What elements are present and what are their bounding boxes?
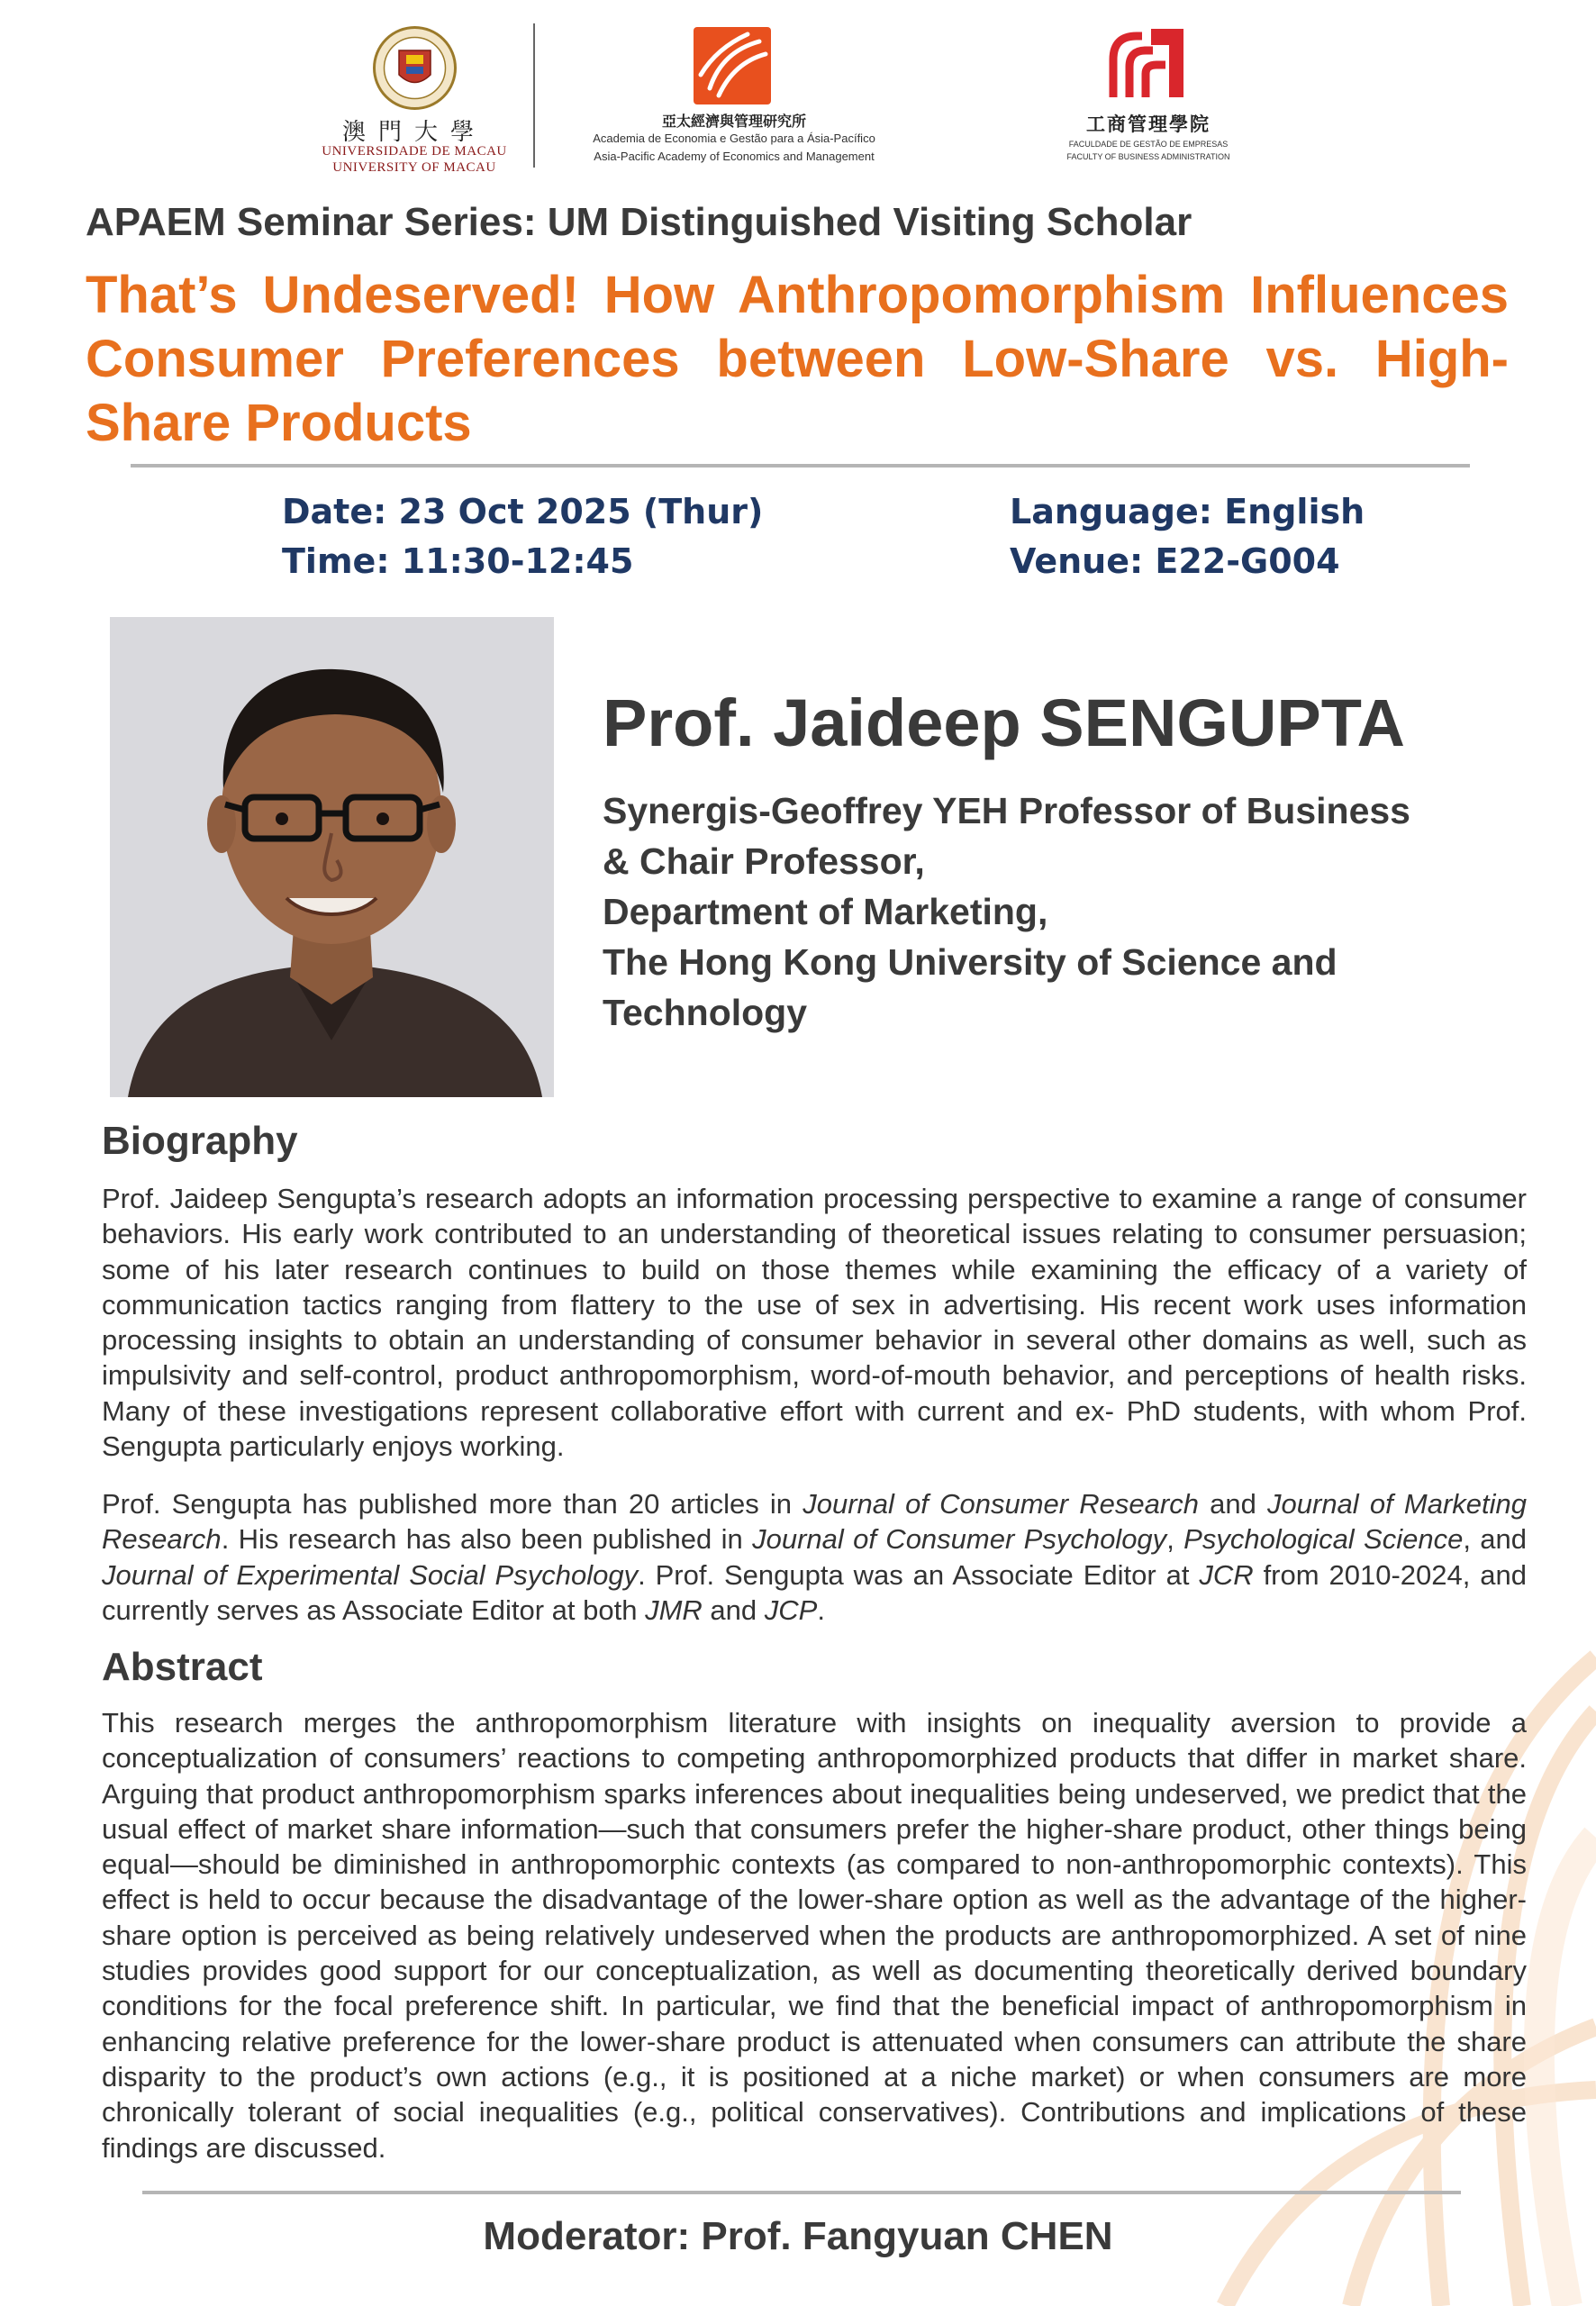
journal-abbrev: JCR [1199, 1558, 1254, 1591]
apaem-english-name: Asia-Pacific Academy of Economics and Management [594, 150, 875, 163]
biography-heading: Biography [102, 1119, 298, 1163]
moderator: Moderator: Prof. Fangyuan CHEN [483, 2214, 1113, 2258]
event-date: Date: 23 Oct 2025 (Thur) [282, 492, 764, 531]
um-portuguese-name: UNIVERSIDADE DE MACAU [322, 144, 507, 159]
event-language: Language: English [1010, 492, 1365, 531]
event-venue: Venue: E22-G004 [1010, 541, 1340, 581]
logo-divider [533, 23, 535, 168]
talk-title: That’s Undeserved! How Anthropomorphism Influences Consumer Preferences between Low-Share vs. High-Share Products [86, 266, 1509, 452]
affiliation-line: Technology [603, 992, 808, 1033]
journal-name: Psychological Science [1183, 1523, 1464, 1556]
affiliation-line: & Chair Professor, [603, 840, 925, 882]
um-chinese-name: 澳門大學 [341, 119, 486, 146]
journal-name: Journal of Consumer Research [803, 1488, 1199, 1520]
journal-name: Journal of Consumer Psychology [752, 1523, 1167, 1556]
um-english-name: UNIVERSITY OF MACAU [332, 160, 496, 175]
affiliation-line: The Hong Kong University of Science and [603, 941, 1338, 983]
speaker-affiliation [603, 785, 1410, 1038]
event-time: Time: 11:30-12:45 [282, 541, 634, 581]
seminar-series-label: APAEM Seminar Series: UM Distinguished Visiting Scholar [86, 200, 1192, 244]
abstract-heading: Abstract [102, 1645, 263, 1689]
fba-chinese-name: 工商管理學院 [1086, 113, 1211, 135]
journal-abbrev: JCP [764, 1593, 818, 1626]
affiliation-line: Synergis-Geoffrey YEH Professor of Business [603, 790, 1410, 831]
abstract-text: This research merges the anthropomorphism literature with insights on inequality aversion to provide a conceptualization of consumers’ reactions to competing anthropomorphized products that differ in market share. Arguing that product anthropomorphism sparks inferences about inequalities being undeserved, we predict that the usual effect of market share information—such that consumers prefer the higher-share product, other things being equal—should be diminished in anthropomorphic contexts (as compared to non-anthropomorphic contexts). This effect is held to occur because the disadvantage of the lower-share option as well as the advantage of the higher-share option is perceived as being relatively undeserved when the products are anthropomorphized. A set of nine studies provides good support for our conceptualization, as well as documenting theoretically derived boundary conditions for the focal preference shift. In particular, we find that the beneficial impact of anthropomorphism in enhancing relative preference for the lower-share product is attenuated when consumers can attribute the share disparity to the product’s own actions (e.g., it is positioned at a niche market) or when consumers are more chronically tolerant of social inequalities (e.g., political conservatives). Contributions and implications of these findings are discussed. [102, 1707, 1527, 2164]
fba-portuguese-name: FACULDADE DE GESTÃO DE EMPRESAS [1068, 140, 1229, 149]
fba-english-name: FACULTY OF BUSINESS ADMINISTRATION [1066, 152, 1230, 161]
biography-paragraph-1: Prof. Jaideep Sengupta’s research adopts an information processing perspective to examine a range of consumer behaviors. His early work contributed to an understanding of theoretical issues relating to consumer persuasion; some of his later research continues to build on those themes while examining the efficacy of a variety of communication tactics ranging from flattery to the use of sex in advertising. His recent work uses information processing insights to obtain an understanding of consumer behavior in several other domains as well, such as impulsivity and self-control, product anthropomorphism, word-of-mouth behavior, and perceptions of health risks. Many of these investigations represent collaborative effort with current and ex- PhD students, with whom Prof. Sengupta particularly enjoys working. [102, 1183, 1527, 1463]
journal-name: Journal of Marketing Research [102, 1488, 1527, 1556]
affiliation-line: Department of Marketing, [603, 891, 1048, 932]
bottom-divider [142, 2191, 1461, 2194]
speaker-name: Prof. Jaideep SENGUPTA [603, 685, 1405, 760]
biography-paragraph-2: Prof. Sengupta has published more than 20 articles in Journal of Consumer Research and Journal of Marketing Research. His research has also been published in Journal of Consumer Psychology, Psychological Science, and Journal of Experimental Social Psychology. Prof. Sengupta was an Associate Editor at JCR from 2010-2024, and currently serves as Associate Editor at both JMR and JCP. [102, 1488, 1528, 1626]
university-of-macau-crest-logo [372, 25, 458, 111]
fba-logo [1106, 23, 1187, 104]
apaem-portuguese-name: Academia de Economia e Gestão para a Ásia-Pacífico [593, 132, 875, 145]
journal-abbrev: JMR [645, 1593, 703, 1626]
speaker-photo [110, 617, 554, 1097]
apaem-logo [692, 25, 773, 106]
apaem-chinese-name: 亞太經濟與管理研究所 [661, 113, 806, 130]
top-divider [131, 464, 1470, 468]
journal-name: Journal of Experimental Social Psychology [102, 1558, 639, 1591]
